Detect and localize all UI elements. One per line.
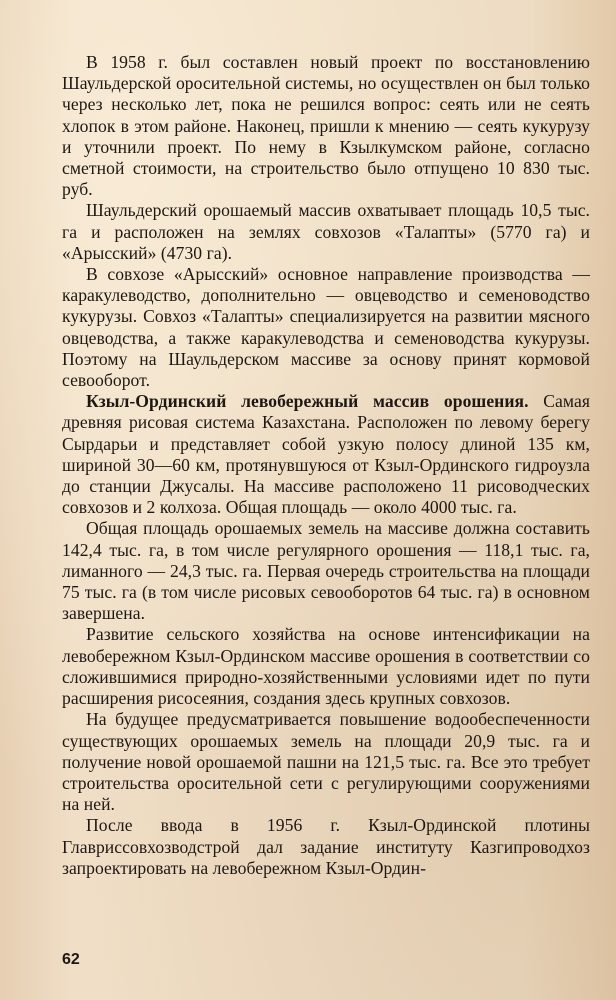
paragraph-text: После ввода в 1956 г. Кзыл-Ординской плотины Главриссовхозводстрой дал задание институту Казгипроводхоз запроектировать на левобережном Кзыл-Ордин- [62,815,590,878]
paragraph-5 [62,518,590,624]
paragraph-3 [62,264,590,391]
document-text [62,52,590,879]
paragraph-4 [62,391,590,518]
paragraph-text: Общая площадь орошаемых земель на массиве должна составить 142,4 тыс. га, в том числе регулярного орошения — 118,1 тыс. га, лиманного — 24,3 тыс. га. Первая очередь строительства на площади 75 тыс. га (в том числе рисовых севооборотов 64 тыс. га) в основном завершена. [62,518,590,624]
paragraph-text: В 1958 г. был составлен новый проект по восстановлению Шаульдерской оросительной системы, но осуществлен он был только через несколько лет, пока не решился вопрос: сеять или не сеять хлопок в этом районе. Наконец, пришли к мнению — сеять кукурузу и уточнили проект. По нему в Кзылкумском районе, согласно сметной стоимости, на строительство было отпущено 10 830 тыс. руб. [62,52,590,200]
paragraph-7 [62,709,590,815]
paragraph-text: Самая древняя рисовая система Казахстана. Расположен по левому берегу Сырдарьи и представляет собой узкую полосу длиной 135 км, шириной 30—60 км, протянувшуюся от Кзыл-Ординского гидроузла до станции Джусалы. На массиве расположено 11 рисоводческих совхозов и 2 колхоза. Общая площадь — около 4000 тыс. га. [62,391,590,518]
paragraph-6 [62,624,590,709]
paragraph-text: В совхозе «Арысский» основное направление производства — каракулеводство, дополнительно — овцеводство и семеноводство кукурузы. Совхоз «Талапты» специализируется на развитии мясного овцеводства, а также каракулеводства и семеноводства кукурузы. Поэтому на Шаульдерском массиве за основу принят кормовой севооборот. [62,264,590,391]
section-heading: Кзыл-Ординский левобережный массив орошения. [86,391,529,412]
page-body [62,52,590,879]
page-number: 62 [62,951,80,968]
paragraph-1 [62,52,590,200]
paragraph-text: На будущее предусматривается повышение водообеспеченности существующих орошаемых земель на площади 20,9 тыс. га и получение новой орошаемой пашни на 121,5 тыс. га. Все это требует строительства оросительной сети с регулирующими сооружениями на ней. [62,709,590,815]
paragraph-text: Шаульдерский орошаемый массив охватывает площадь 10,5 тыс. га и расположен на землях совхозов «Талапты» (5770 га) и «Арысский» (4730 га). [62,200,590,263]
paragraph-8 [62,815,590,879]
paragraph-text: Развитие сельского хозяйства на основе интенсификации на левобережном Кзыл-Ординском массиве орошения в соответствии со сложившимися природно-хозяйственными условиями идет по пути расширения рисосеяния, создания здесь крупных совхозов. [62,624,590,709]
paragraph-2 [62,200,590,264]
